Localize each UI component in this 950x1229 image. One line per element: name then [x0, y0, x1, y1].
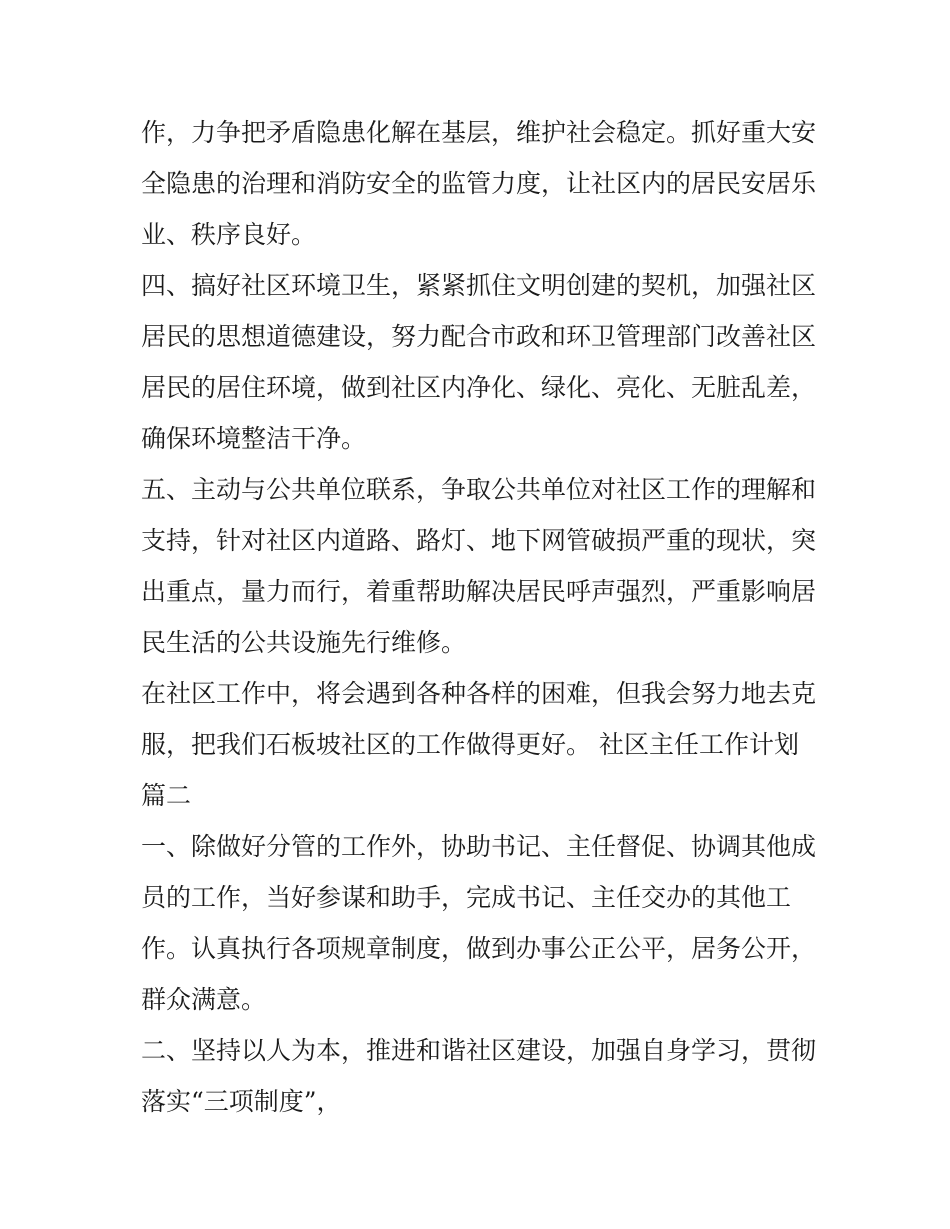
- text-line-17: 作。认真执行各项规章制度，做到办事公正公平，居务公开，: [141, 934, 817, 963]
- text-line-12: 在社区工作中，将会遇到各种各样的困难，但我会努力地去克: [141, 679, 817, 708]
- text-line-10: 出重点，量力而行，着重帮助解决居民呼声强烈，严重影响居: [141, 577, 817, 606]
- text-line-15: 一、除做好分管的工作外，协助书记、主任督促、协调其他成: [141, 832, 817, 861]
- text-line-18: 群众满意。: [141, 985, 267, 1014]
- text-line-9: 支持，针对社区内道路、路灯、地下网管破损严重的现状，突: [141, 526, 817, 555]
- text-line-20: 落实“三项制度”，: [141, 1087, 342, 1116]
- text-line-8: 五、主动与公共单位联系，争取公共单位对社区工作的理解和: [141, 475, 817, 504]
- text-line-14: 篇二: [141, 781, 192, 810]
- text-line-1: 作，力争把矛盾隐患化解在基层，维护社会稳定。抓好重大安: [141, 118, 817, 147]
- text-line-2: 全隐患的治理和消防安全的监管力度，让社区内的居民安居乐: [141, 169, 817, 198]
- text-line-19: 二、坚持以人为本，推进和谐社区建设，加强自身学习，贯彻: [141, 1036, 817, 1065]
- text-line-3: 业、秩序良好。: [141, 220, 317, 249]
- document-body: [141, 107, 821, 1127]
- text-line-13: 服，把我们石板坡社区的工作做得更好。 社区主任工作计划: [141, 730, 799, 759]
- text-line-7: 确保环境整洁干净。: [141, 424, 367, 453]
- text-line-11: 民生活的公共设施先行维修。: [141, 628, 467, 657]
- text-line-5: 居民的思想道德建设，努力配合市政和环卫管理部门改善社区: [141, 322, 817, 351]
- text-line-4: 四、搞好社区环境卫生，紧紧抓住文明创建的契机，加强社区: [141, 271, 817, 300]
- text-line-6: 居民的居住环境，做到社区内净化、绿化、亮化、无脏乱差，: [141, 373, 817, 402]
- text-line-16: 员的工作，当好参谋和助手，完成书记、主任交办的其他工: [141, 883, 792, 912]
